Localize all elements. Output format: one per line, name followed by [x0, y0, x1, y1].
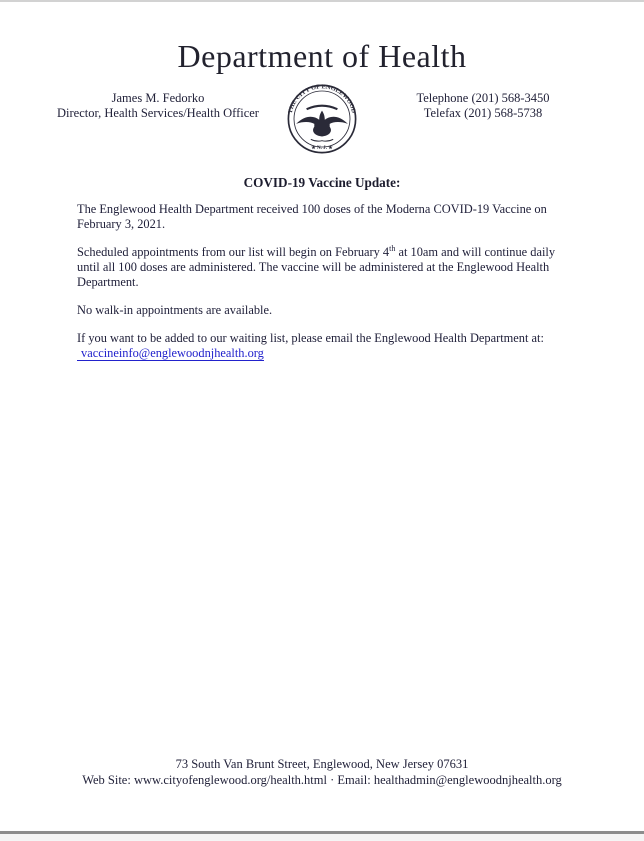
director-role: Director, Health Services/Health Officer — [57, 106, 259, 120]
eagle-icon — [296, 106, 348, 141]
footer-address: 73 South Van Brunt Street, Englewood, New Jersey 07631 — [175, 757, 469, 771]
vaccine-email-link[interactable]: vaccineinfo@englewoodnjhealth.org — [77, 346, 264, 361]
telefax-number: Telefax (201) 568-5738 — [423, 106, 543, 120]
telephone-number: Telephone (201) 568-3450 — [416, 91, 550, 105]
contact-block-right — [363, 91, 603, 121]
scan-edge-bottom-pad — [0, 834, 644, 841]
notice-body — [77, 202, 577, 374]
contact-block-left — [38, 91, 278, 121]
footer-web-email: Web Site: www.cityofenglewood.org/health.html · Email: healthadmin@englewoodnjhealth.org — [82, 772, 562, 787]
director-name: James M. Fedorko — [111, 91, 205, 105]
city-seal-icon — [287, 84, 357, 154]
paragraph-no-walkins: No walk-in appointments are available. — [77, 303, 273, 317]
seal-top-text: THE CITY OF ENGLEWOOD — [287, 84, 357, 115]
paragraph-appointments: Scheduled appointments from our list will begin on February 4th at 10am and will continue daily until all 100 doses are administered. The vaccine will be administered at the Englewood Health Department. — [77, 243, 556, 289]
seal-bottom-text: ★ N. J. ★ — [311, 146, 333, 152]
notice-heading: COVID-19 Vaccine Update: — [243, 175, 401, 190]
superscript-th: th — [389, 243, 396, 253]
scan-edge-top — [0, 0, 644, 2]
paragraph-waiting-list: If you want to be added to our waiting list, please email the Englewood Health Department at: vaccineinfo@englewoodnjhealth.org — [77, 331, 544, 360]
document-footer — [0, 757, 644, 788]
page-title: Department of Health — [177, 38, 467, 74]
paragraph-doses-received: The Englewood Health Department received 100 doses of the Moderna COVID-19 Vaccine on February 3, 2021. — [77, 202, 547, 231]
